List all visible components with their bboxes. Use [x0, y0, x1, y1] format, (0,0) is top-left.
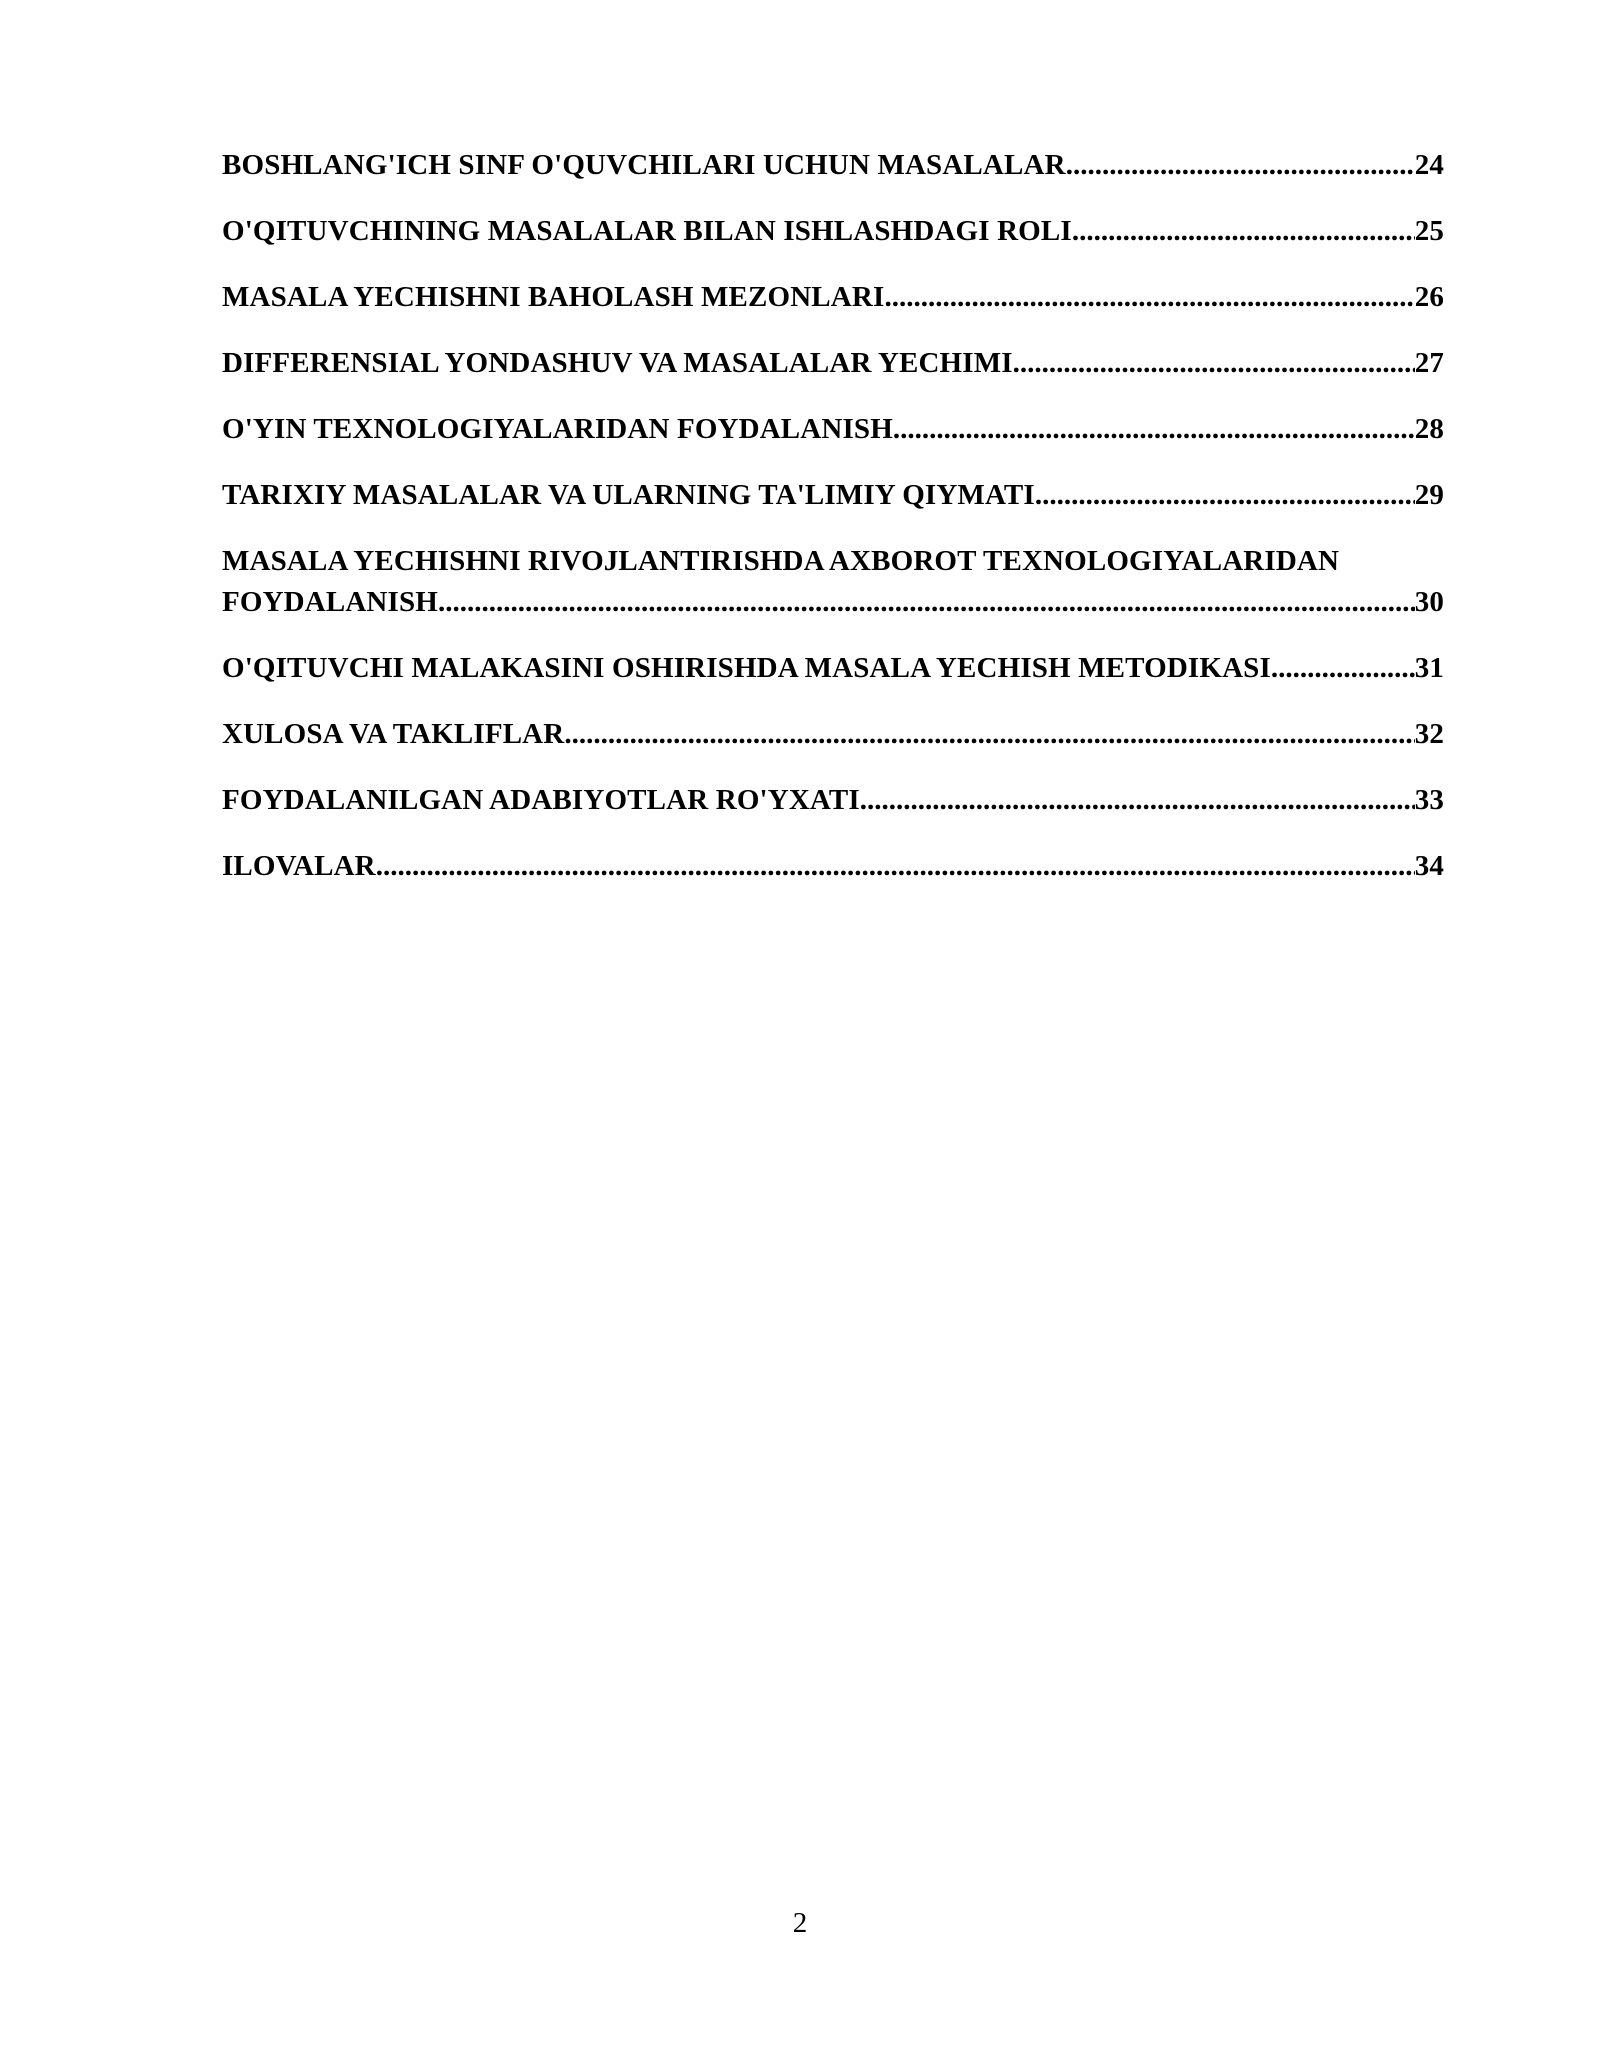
- dot-leader: [1072, 211, 1415, 252]
- toc-entry-title: O'YIN TEXNOLOGIYALARIDAN FOYDALANISH: [222, 413, 893, 445]
- toc-entry-title-line2: FOYDALANISH: [222, 586, 438, 618]
- toc-entry-title-line1: MASALA YECHISHNI RIVOJLANTIRISHDA AXBOROT TEXNOLOGIYALARIDAN: [222, 545, 1340, 577]
- toc-entry-title: XULOSA VA TAKLIFLAR: [222, 718, 565, 750]
- toc-entry[interactable]: [222, 780, 1444, 821]
- dot-leader: [438, 582, 1415, 623]
- toc-entry[interactable]: [222, 343, 1444, 384]
- toc-entry-title: TARIXIY MASALALAR VA ULARNING TA'LIMIY QIYMATI: [222, 479, 1035, 511]
- toc-entry-page-number: 27: [1414, 347, 1444, 379]
- toc-entry-page-number: 25: [1414, 215, 1444, 247]
- toc-entry-page-number: 29: [1414, 479, 1444, 511]
- toc-entry-page-number: 24: [1414, 149, 1444, 181]
- toc-entry[interactable]: [222, 541, 1444, 623]
- toc-entry-title: DIFFERENSIAL YONDASHUV VA MASALALAR YECHIMI: [222, 347, 1013, 379]
- toc-entry-page-number: 32: [1414, 718, 1444, 750]
- table-of-contents: [222, 145, 1444, 912]
- toc-entry-page-number: 34: [1414, 850, 1444, 882]
- dot-leader: [893, 409, 1415, 450]
- toc-entry-title: O'QITUVCHINING MASALALAR BILAN ISHLASHDAGI ROLI: [222, 215, 1072, 247]
- page-number: 2: [792, 1907, 808, 1939]
- toc-entry-title: O'QITUVCHI MALAKASINI OSHIRISHDA MASALA YECHISH METODIKASI: [222, 652, 1271, 684]
- toc-entry[interactable]: [222, 846, 1444, 887]
- dot-leader: [564, 714, 1414, 755]
- toc-entry-title: FOYDALANILGAN ADABIYOTLAR RO'YXATI: [222, 784, 860, 816]
- dot-leader: [376, 846, 1415, 887]
- toc-entry-page-number: 30: [1414, 586, 1444, 618]
- toc-entry[interactable]: [222, 277, 1444, 318]
- toc-entry[interactable]: [222, 475, 1444, 516]
- toc-entry-page-number: 28: [1414, 413, 1444, 445]
- toc-entry-page-number: 26: [1414, 281, 1444, 313]
- toc-entry-page-number: 33: [1414, 784, 1444, 816]
- dot-leader: [884, 277, 1414, 318]
- toc-entry[interactable]: [222, 211, 1444, 252]
- toc-entry-page-number: 31: [1414, 652, 1444, 684]
- toc-entry-title: ILOVALAR: [222, 850, 376, 882]
- toc-entry[interactable]: [222, 648, 1444, 689]
- toc-entry-title: BOSHLANG'ICH SINF O'QUVCHILARI UCHUN MASALALAR: [222, 149, 1066, 181]
- dot-leader: [1035, 475, 1415, 516]
- toc-entry[interactable]: [222, 714, 1444, 755]
- dot-leader: [1066, 145, 1415, 186]
- dot-leader: [860, 780, 1415, 821]
- toc-entry[interactable]: [222, 409, 1444, 450]
- toc-entry[interactable]: [222, 145, 1444, 186]
- dot-leader: [1271, 648, 1415, 689]
- toc-entry-title: MASALA YECHISHNI BAHOLASH MEZONLARI: [222, 281, 885, 313]
- dot-leader: [1013, 343, 1415, 384]
